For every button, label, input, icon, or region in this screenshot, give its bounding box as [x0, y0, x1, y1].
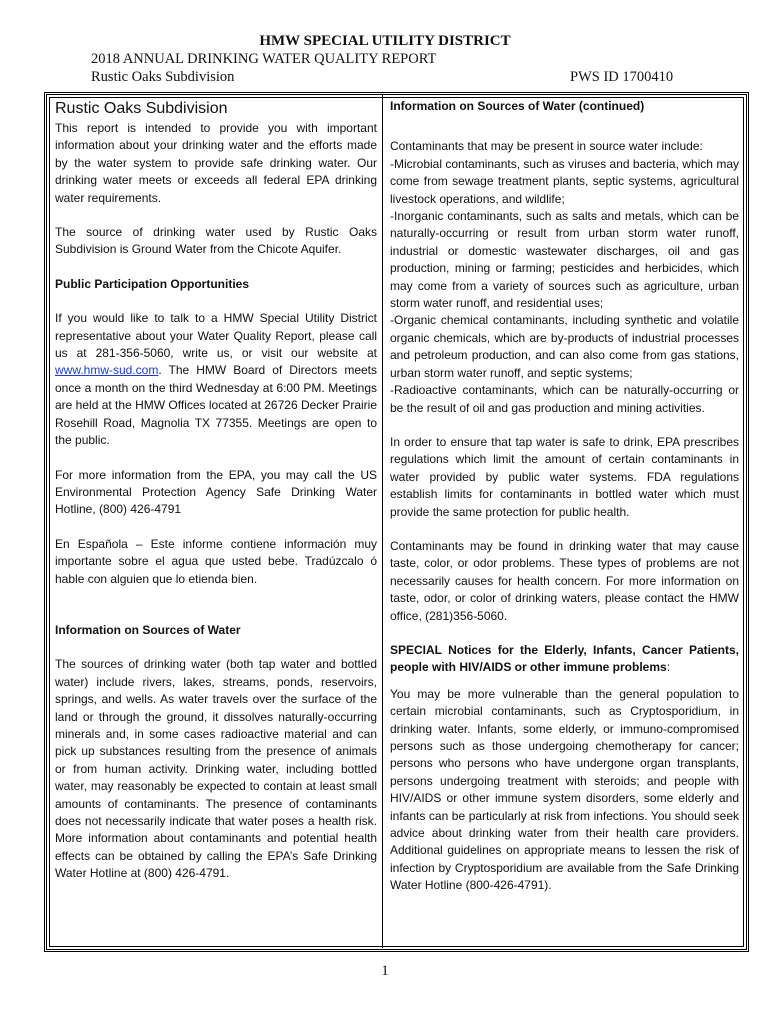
special-heading-colon: : — [666, 660, 671, 675]
inorganic-item: -Inorganic contaminants, such as salts and metals, which can be naturally-occurring or result from urban storm water runoff, industrial or domestic wastewater discharges, oil and gas production, mining or farming; pesticides and herbicides, which may come from a variety of sources such as agriculture, urban storm water runoff, and residential uses; — [390, 209, 739, 311]
report-title: 2018 ANNUAL DRINKING WATER QUALITY REPORT — [91, 51, 437, 67]
source-paragraph: The source of drinking water used by Rustic Oaks Subdivision is Ground Water from the Chicote Aquifer. — [55, 225, 377, 257]
participation-paragraph — [55, 310, 377, 449]
taste-paragraph: Contaminants may be found in drinking water that may cause taste, color, or odor problems. These types of problems are not necessarily causes for health concern. For more information on taste, odor, or color of drinking waters, please contact the HMW office, (281)356-5060. — [390, 538, 739, 623]
special-notices-heading — [390, 642, 739, 677]
participation-text: If you would like to talk to a HMW Special Utility District representative about your Water Quality Report, please call us at 281-356-5060, write us, or visit our website at — [55, 311, 377, 361]
special-notices-paragraph: You may be more vulnerable than the general population to certain microbial contaminants, such as Cryptosporidium, in drinking water. Infants, some elderly, or immuno-compromised persons such as those undergoing chemotherapy for cancer; persons who persons who have undergone organ transplants, persons undergoing treatment with steroids; and people with HIV/AIDS or other immune system disorders, some elderly and infants can be particularly at risk from infections. You should seek advice about drinking water from their health care providers. Additional guidelines on appropriate means to lessen the risk of infection by Cryptosporidium are available from the Safe Drinking Water Hotline (800-426-4791). — [390, 686, 739, 893]
epa-regulations-paragraph: In order to ensure that tap water is safe to drink, EPA prescribes regulations which limit the amount of certain contaminants in water provided by public water systems. FDA regulations establish limits for contaminants in bottled water which must provide the same protection for public health. — [390, 434, 739, 519]
column-divider — [382, 95, 383, 948]
spanish-paragraph: En Española – Este informe contiene información muy importante sobre el agua que usted bebe. Tradúzcalo ó hable con alguien que lo etienda bien. — [55, 536, 377, 586]
district-title: HMW SPECIAL UTILITY DISTRICT — [259, 33, 511, 49]
left-column — [55, 98, 377, 883]
intro-paragraph: This report is intended to provide you with important information about your drinking water and the efforts made by the water system to provide safe drinking water. Our drinking water meets or exceeds all federal EPA drinking water requirements. — [55, 121, 377, 205]
special-heading-text: SPECIAL Notices for the Elderly, Infants, Cancer Patients, people with HIV/AIDS or other immune problems — [390, 642, 739, 675]
epa-info-paragraph: For more information from the EPA, you may call the US Environmental Protection Agency Safe Drinking Water Hotline, (800) 426-4791 — [55, 467, 377, 517]
pws-id: PWS ID 1700410 — [570, 69, 674, 85]
page-number: 1 — [381, 963, 389, 979]
subdivision-name: Rustic Oaks Subdivision — [91, 69, 235, 85]
organic-item: -Organic chemical contaminants, including synthetic and volatile organic chemicals, which are by-products of industrial processes and petroleum production, and can also come from gas stations, urban storm water runoff, and septic systems; — [390, 313, 739, 380]
participation-heading: Public Participation Opportunities — [55, 276, 250, 291]
website-link[interactable]: www.hmw-sud.com — [55, 363, 159, 378]
sources-continued-heading: Information on Sources of Water (continued) — [390, 99, 645, 113]
sources-paragraph: The sources of drinking water (both tap water and bottled water) include rivers, lakes, streams, ponds, reservoirs, springs, and wells. As water travels over the surface of the land or through the ground, it dissolves naturally-occurring minerals and, in some cases radioactive material and can pick up substances resulting from the presence of animals or from human activity. Drinking water, including bottled water, may reasonably be expected to contain at least small amounts of contaminants. The presence of contaminants does not necessarily indicate that water poses a health risk. More information about contaminants and potential health effects can be obtained by calling the EPA’s Safe Drinking Water Hotline at (800) 426-4791. — [55, 657, 377, 881]
right-column — [390, 98, 739, 895]
microbial-item: -Microbial contaminants, such as viruses and bacteria, which may come from sewage treatment plants, septic systems, agricultural livestock operations, and wildlife; — [390, 156, 739, 206]
participation-text-cont: . The HMW Board of Directors meets once a month on the third Wednesday at 6:00 PM. Meetings are held at the HMW Offices located at 26726 Decker Prairie Rosehill Road, Magnolia TX 77355. Meetings are open to the public. — [55, 363, 377, 448]
left-title: Rustic Oaks Subdivision — [55, 100, 228, 117]
sources-heading: Information on Sources of Water — [55, 622, 241, 637]
radioactive-item: -Radioactive contaminants, which can be naturally-occurring or be the result of oil and gas production and mining activities. — [390, 383, 739, 415]
contaminants-intro: Contaminants that may be present in source water include: — [390, 139, 703, 154]
